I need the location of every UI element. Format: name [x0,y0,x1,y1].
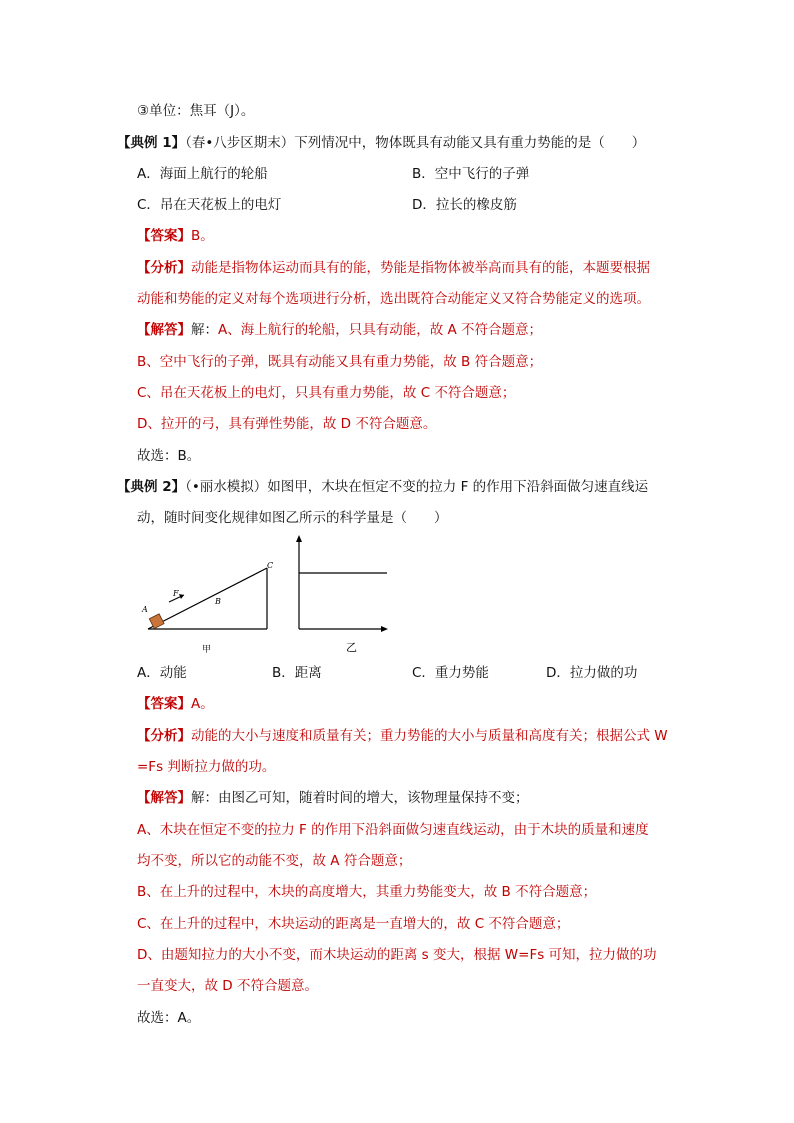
analysis-tag: 【分析】 [137,260,191,276]
example-2-solve-line [137,788,529,808]
example-1-option-c: C．吊在天花板上的电灯 [137,197,282,213]
example-2-option-d: D．拉力做的功 [546,665,638,681]
wooden-block [149,614,164,629]
example-2-solve-b: B、在上升的过程中，木块的高度增大，其重力势能变大，故 B 不符合题意； [137,884,597,900]
example-2-option-b: B．距离 [272,665,322,681]
answer-tag: 【答案】 [137,696,191,712]
example-2-option-a: A．动能 [137,665,187,681]
example-1-question [117,133,645,153]
example-2-solve-c: C、在上升的过程中，木块运动的距离是一直增大的，故 C 不符合题意； [137,916,570,932]
caption-right: 乙 [346,641,357,654]
incline-slope [148,568,267,629]
example-1-analysis-line-2: 动能和势能的定义对每个选项进行分析，选出既符合动能定义又符合势能定义的选项。 [137,291,650,307]
analysis-text: 动能的大小与速度和质量有关；重力势能的大小与质量和高度有关；根据公式 W [191,728,668,744]
example-1-solve-d: D、拉开的弓，具有弹性势能，故 D 不符合题意。 [137,416,437,432]
example-2-solve-d-line-2: 一直变大，故 D 不符合题意。 [137,978,318,994]
example-2-solve-a-line-1: A、木块在恒定不变的拉力 F 的作用下沿斜面做匀速直线运动，由于木块的质量和速度 [137,822,649,838]
example-2-option-c: C．重力势能 [412,665,489,681]
solve-prefix: 解： [191,322,218,338]
unit-line: ③单位：焦耳（J）。 [137,103,255,119]
example-1-solve-b: B、空中飞行的子弹，既具有动能又具有重力势能，故 B 符合题意； [137,354,543,370]
example-2-final: 故选：A。 [137,1010,201,1026]
example-2-question-line-2: 动，随时间变化规律如图乙所示的科学量是（ ） [137,510,448,526]
solve-a: A、海上航行的轮船，只具有动能，故 A 不符合题意； [218,322,543,338]
label-c: C [267,561,274,570]
example-2-solve-d-line-1: D、由题知拉力的大小不变，而木块运动的距离 s 变大，根据 W=Fs 可知，拉力做的功 [137,947,657,963]
label-a: A [142,605,148,614]
graph-y-arrowhead [296,535,302,542]
example-1-solve-line [137,320,542,340]
graph-x-arrowhead [381,626,388,632]
solve-prefix: 解：由图乙可知，随着时间的增大，该物理量保持不变； [191,790,529,806]
caption-left: 甲 [202,645,212,655]
incline-diagram [141,561,273,655]
example-1-answer [137,226,214,246]
example-1-option-d: D．拉长的橡皮筋 [412,197,517,213]
example-1-final: 故选：B。 [137,448,201,464]
solve-tag: 【解答】 [137,790,191,806]
example-2-answer [137,694,214,714]
example-2-analysis-line-2: =Fs 判断拉力做的功。 [137,759,276,775]
example-2-solve-a-line-2: 均不变，所以它的动能不变，故 A 符合题意； [137,853,412,869]
analysis-tag: 【分析】 [137,728,191,744]
example-2-tag: 【典例 2】 [117,479,186,495]
answer-text: A。 [191,696,214,712]
example-1-analysis-line-1 [137,258,650,278]
time-graph [296,535,388,654]
example-1-option-b: B．空中飞行的子弹 [412,166,530,182]
label-f: F [173,589,179,598]
example-1-solve-c: C、吊在天花板上的电灯，只具有重力势能，故 C 不符合题意； [137,385,516,401]
analysis-text: 动能是指物体运动而具有的能，势能是指物体被举高而具有的能，本题要根据 [191,260,650,276]
label-b: B [215,597,221,606]
example-1-tag: 【典例 1】 [117,135,186,151]
answer-text: B。 [191,228,214,244]
solve-tag: 【解答】 [137,322,191,338]
example-1-option-a: A．海面上航行的轮船 [137,166,268,182]
example-2-question-line-1 [117,477,648,497]
example-2-analysis-line-1 [137,726,668,746]
answer-tag: 【答案】 [137,228,191,244]
incline-figure [137,532,397,657]
example-2-question-text: （•丽水模拟）如图甲，木块在恒定不变的拉力 F 的作用下沿斜面做匀速直线运 [185,479,649,495]
example-1-question-text: （春•八步区期末）下列情况中，物体既具有动能又具有重力势能的是（ ） [185,135,646,151]
